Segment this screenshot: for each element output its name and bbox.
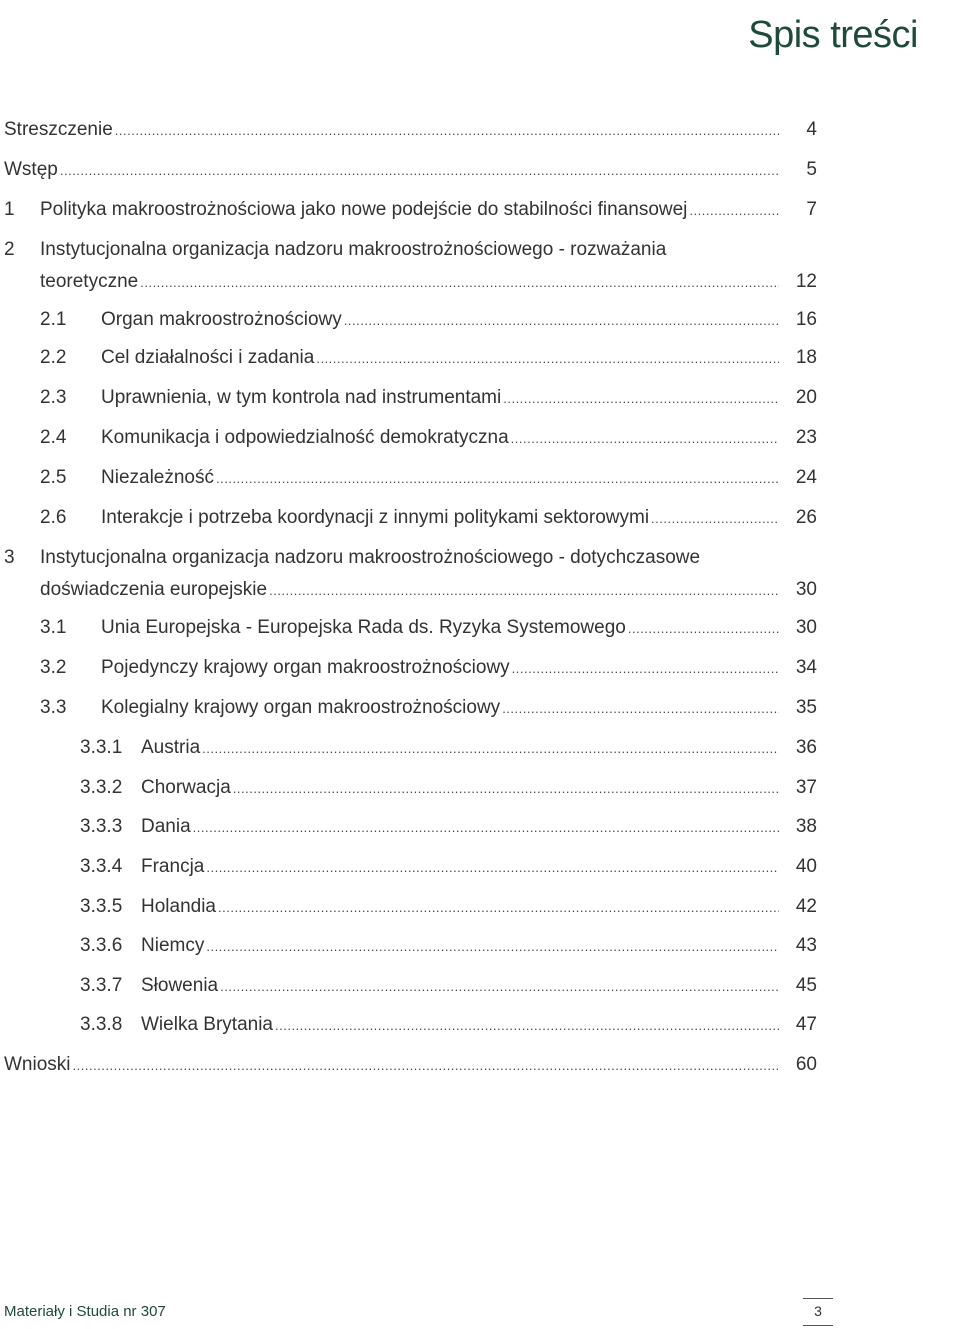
toc-dot-leader [206, 933, 779, 961]
toc-dot-leader [220, 973, 779, 1001]
toc-entry-number: 3.3.5 [80, 896, 123, 917]
toc-entry-page-number: 43 [795, 935, 817, 956]
toc-dot-leader [73, 1052, 779, 1080]
toc-entry-number: 2.6 [40, 507, 67, 528]
toc-entry-number: 3.2 [40, 657, 67, 678]
toc-entry-title: Słowenia [141, 975, 219, 996]
toc-entry-title: Niezależność [101, 467, 214, 488]
toc-dot-leader [503, 385, 779, 413]
toc-entry-title-continued: teoretyczne [40, 271, 139, 292]
toc-entry-title: Organ makroostrożnościowy [101, 309, 342, 330]
toc-entry-page-number: 23 [795, 427, 817, 448]
toc-dot-leader [502, 695, 779, 723]
toc-entry-page-number: 37 [795, 777, 817, 798]
toc-entry-page-number: 26 [795, 507, 817, 528]
toc-dot-leader [651, 505, 779, 533]
toc-entry-page-number: 34 [795, 657, 817, 678]
toc-entry-number: 3.3.2 [80, 777, 123, 798]
toc-entry-title: Instytucjonalna organizacja nadzoru makroostrożnościowego - dotychczasowe [40, 547, 701, 568]
toc-entry-page-number: 35 [795, 697, 817, 718]
toc-entry-page-number: 30 [795, 617, 817, 638]
toc-dot-leader [344, 307, 779, 335]
footer-rule-top [803, 1298, 833, 1299]
toc-entry-number: 3.3.3 [80, 816, 123, 837]
toc-entry-title: Chorwacja [141, 777, 231, 798]
toc-entry-number: 3.1 [40, 617, 67, 638]
toc-entry-title: Kolegialny krajowy organ makroostrożnościowy [101, 697, 501, 718]
toc-dot-leader [628, 615, 779, 643]
toc-dot-leader [60, 157, 779, 185]
toc-entry-number: 3.3 [40, 697, 67, 718]
toc-entry-title: Unia Europejska - Europejska Rada ds. Ryzyka Systemowego [101, 617, 626, 638]
toc-entry-title: Francja [141, 856, 205, 877]
toc-dot-leader [689, 197, 779, 225]
toc-dot-leader [202, 735, 779, 763]
toc-entry-page-number: 7 [806, 199, 817, 220]
toc-entry-title: Instytucjonalna organizacja nadzoru makroostrożnościowego - rozważania [40, 239, 667, 260]
toc-entry-title: Wnioski [4, 1054, 71, 1075]
toc-entry-page-number: 5 [806, 159, 817, 180]
toc-entry-page-number: 16 [795, 309, 817, 330]
toc-dot-leader [269, 577, 779, 605]
toc-entry-page-number: 4 [806, 119, 817, 140]
toc-entry-title: Niemcy [141, 935, 205, 956]
page-title: Spis treści [748, 14, 918, 56]
toc-entry-number: 3.3.6 [80, 935, 123, 956]
toc-entry-page-number: 60 [795, 1054, 817, 1075]
toc-entry-number: 2.4 [40, 427, 67, 448]
toc-entry-number: 3.3.4 [80, 856, 123, 877]
toc-dot-leader [115, 117, 779, 145]
toc-entry-number: 3 [4, 547, 15, 568]
toc-dot-leader [233, 775, 779, 803]
toc-entry-title: Interakcje i potrzeba koordynacji z innymi politykami sektorowymi [101, 507, 650, 528]
toc-entry-page-number: 47 [795, 1014, 817, 1035]
toc-entry-number: 2.3 [40, 387, 67, 408]
toc-dot-leader [275, 1012, 779, 1040]
toc-entry-title: Uprawnienia, w tym kontrola nad instrumentami [101, 387, 502, 408]
toc-dot-leader [193, 814, 779, 842]
toc-entry-page-number: 38 [795, 816, 817, 837]
toc-dot-leader [511, 425, 779, 453]
toc-dot-leader [206, 854, 779, 882]
footer-page-number: 3 [814, 1303, 822, 1319]
toc-entry-title: Pojedynczy krajowy organ makroostrożnościowy [101, 657, 510, 678]
toc-entry-title: Wstęp [4, 159, 58, 180]
toc-entry-title: Holandia [141, 896, 216, 917]
toc-entry-title: Komunikacja i odpowiedzialność demokratyczna [101, 427, 509, 448]
toc-entry-number: 3.3.8 [80, 1014, 123, 1035]
toc-entry-number: 2.1 [40, 309, 67, 330]
footer-publication: Materiały i Studia nr 307 [4, 1303, 166, 1320]
toc-dot-leader [140, 269, 779, 297]
toc-entry-page-number: 36 [795, 737, 817, 758]
toc-entry-page-number: 40 [795, 856, 817, 877]
toc-entry-number: 2.5 [40, 467, 67, 488]
toc-entry-title: Wielka Brytania [141, 1014, 273, 1035]
toc-dot-leader [512, 655, 779, 683]
toc-entry-page-number: 24 [795, 467, 817, 488]
toc-entry-title: Streszczenie [4, 119, 113, 140]
toc-entry-title: Austria [141, 737, 201, 758]
toc-entry-number: 2.2 [40, 347, 67, 368]
toc-dot-leader [216, 465, 779, 493]
toc-dot-leader [316, 345, 779, 373]
toc-entry-title-continued: doświadczenia europejskie [40, 579, 268, 600]
toc-entry-number: 3.3.1 [80, 737, 123, 758]
toc-entry-page-number: 18 [795, 347, 817, 368]
toc-entry-page-number: 12 [795, 271, 817, 292]
toc-dot-leader [218, 894, 779, 922]
toc-entry-title: Polityka makroostrożnościowa jako nowe podejście do stabilności finansowej [40, 199, 688, 220]
toc-entry-number: 2 [4, 239, 15, 260]
toc-entry-page-number: 20 [795, 387, 817, 408]
toc-entry-page-number: 42 [795, 896, 817, 917]
footer-rule-bottom [803, 1325, 833, 1326]
toc-entry-title: Cel działalności i zadania [101, 347, 315, 368]
toc-entry-page-number: 30 [795, 579, 817, 600]
toc-entry-title: Dania [141, 816, 191, 837]
toc-entry-page-number: 45 [795, 975, 817, 996]
toc-entry-number: 1 [4, 199, 15, 220]
toc-entry-number: 3.3.7 [80, 975, 123, 996]
